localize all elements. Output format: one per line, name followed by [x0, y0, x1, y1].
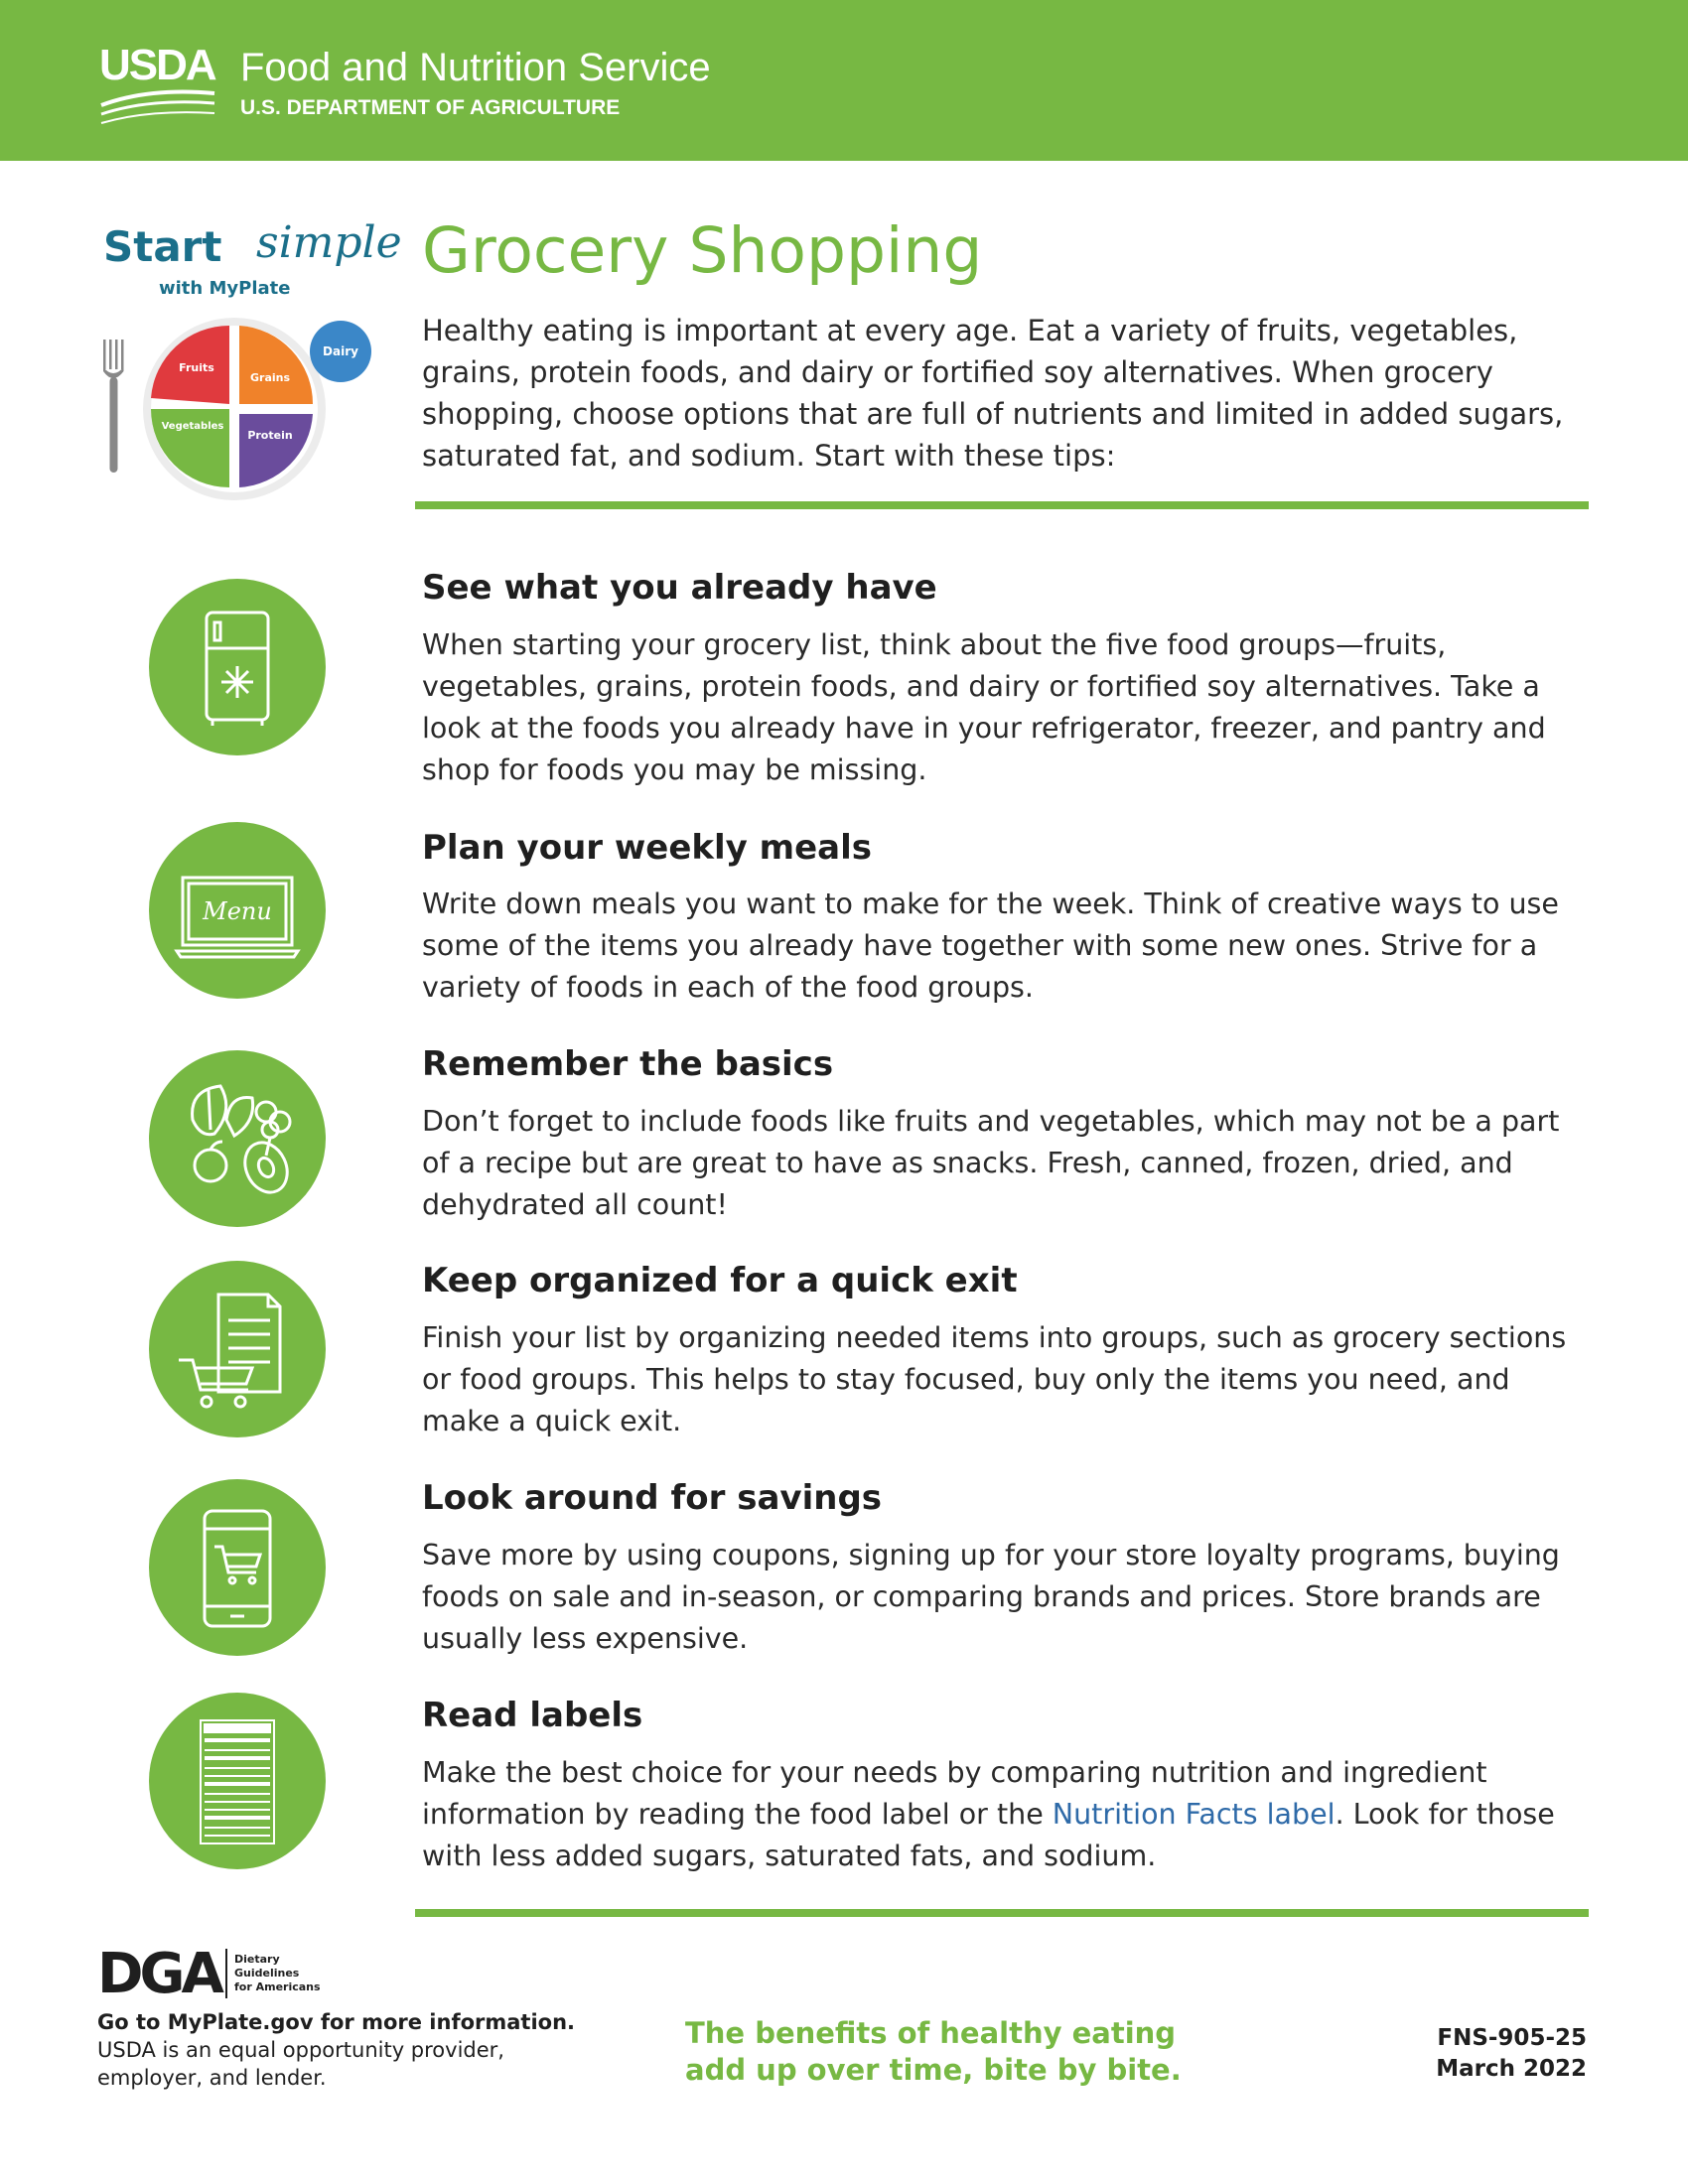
start-simple-simple: simple — [256, 217, 402, 268]
menu-board-icon — [149, 822, 326, 999]
phone-cart-icon — [149, 1479, 326, 1656]
fork-icon — [103, 340, 124, 473]
dga-line-2: Guidelines — [234, 1967, 300, 1979]
dga-line-1: Dietary — [234, 1953, 280, 1966]
usda-logo-text: USDA — [99, 41, 215, 89]
tip-heading-look-for-savings: Look around for savings — [422, 1478, 883, 1518]
page-title: Grocery Shopping — [422, 214, 983, 287]
usda-logo — [99, 41, 216, 129]
shopping-list-cart-icon — [149, 1261, 326, 1437]
tip-body-keep-organized: Finish your list by organizing needed items into groups, such as grocery sections or food groups. This helps to stay focused, buy only the items you need, and make a quick exit. — [422, 1321, 1567, 1437]
start-simple-logo — [99, 217, 402, 310]
tip-body-remember-basics: Don’t forget to include foods like fruits and vegetables, which may not be a part of a recipe but are great to have as snacks. Fresh, canned, frozen, dried, and dehydrated all count! — [422, 1105, 1560, 1221]
with-myplate-text: with MyPlate — [159, 278, 291, 299]
footer-info — [97, 2008, 575, 2092]
eo-line-1: USDA is an equal opportunity provider, — [97, 2038, 504, 2062]
footer-tagline — [685, 2015, 1182, 2089]
dairy-label: Dairy — [323, 344, 358, 358]
eo-line-2: employer, and lender. — [97, 2066, 327, 2090]
vegetables-label: Vegetables — [161, 421, 224, 432]
nutrition-label-icon — [149, 1693, 326, 1869]
document-number: FNS-905-25 — [1437, 2025, 1587, 2051]
department-subtitle: U.S. DEPARTMENT OF AGRICULTURE — [240, 96, 621, 119]
tip-heading-remember-basics: Remember the basics — [422, 1044, 834, 1084]
tip-heading-see-what-you-have: See what you already have — [422, 568, 937, 608]
read-labels-text-before: Make the best choice for your needs by comparing nutrition and ingredient information by reading the food label or the — [422, 1756, 1487, 1831]
start-simple-start: Start — [103, 222, 222, 271]
intro-paragraph: Healthy eating is important at every age. Eat a variety of fruits, vegetables, grains, protein foods, and dairy or fortified soy alternatives. When grocery shopping, choose options that are full of nutrients and limited in added sugars, saturated fat, and sodium. Start with these tips: — [422, 314, 1564, 473]
goto-suffix: .gov for more information. — [262, 2010, 576, 2034]
nutrition-facts-label-link[interactable]: Nutrition Facts label — [1052, 1798, 1336, 1831]
usda-field-lines-icon — [99, 41, 216, 129]
protein-label: Protein — [247, 429, 293, 442]
menu-board-text: Menu — [203, 897, 272, 925]
produce-icon — [149, 1050, 326, 1227]
grains-label: Grains — [249, 371, 291, 384]
tip-heading-keep-organized: Keep organized for a quick exit — [422, 1261, 1018, 1300]
fruits-label: Fruits — [179, 361, 214, 374]
tip-body-see-what-you-have: When starting your grocery list, think about the five food groups—fruits, vegetables, grains, protein foods, and dairy or fortified soy alternatives. Take a look at the foods you already have in your refrigerator, freezer, and pantry and shop for foods you may be missing. — [422, 628, 1546, 786]
tip-heading-read-labels: Read labels — [422, 1696, 643, 1735]
divider-top — [415, 501, 1589, 509]
tip-body-look-for-savings: Save more by using coupons, signing up for your store loyalty programs, buying foods on sale and in-season, or comparing brands and prices. Store brands are usually less expensive. — [422, 1539, 1560, 1655]
dga-mark: DGA — [97, 1942, 220, 2002]
document-date: March 2022 — [1436, 2056, 1587, 2082]
myplate-link-line — [97, 2008, 575, 2036]
divider-bottom — [415, 1909, 1589, 1917]
document-id — [1370, 2023, 1587, 2085]
tip-body-plan-meals: Write down meals you want to make for the week. Think of creative ways to use some of the items you already have together with some new ones. Strive for a variety of foods in each of the food groups. — [422, 887, 1559, 1004]
tagline-line-2: add up over time, bite by bite. — [685, 2053, 1182, 2087]
refrigerator-icon — [149, 579, 326, 755]
dga-logo — [97, 1941, 336, 2002]
read-labels-text-after: . Look for those with less added sugars, saturated fats, and sodium. — [422, 1798, 1555, 1872]
myplate-link[interactable]: MyPlate — [167, 2010, 263, 2034]
tagline-line-1: The benefits of healthy eating — [685, 2016, 1177, 2050]
agency-title: Food and Nutrition Service — [240, 46, 711, 89]
goto-prefix: Go to — [97, 2010, 168, 2034]
tip-heading-plan-meals: Plan your weekly meals — [422, 828, 873, 868]
header-bar — [0, 0, 1688, 161]
myplate-graphic — [99, 316, 397, 504]
dga-line-3: for Americans — [234, 1980, 321, 1993]
tip-body-read-labels — [422, 1752, 1574, 1877]
